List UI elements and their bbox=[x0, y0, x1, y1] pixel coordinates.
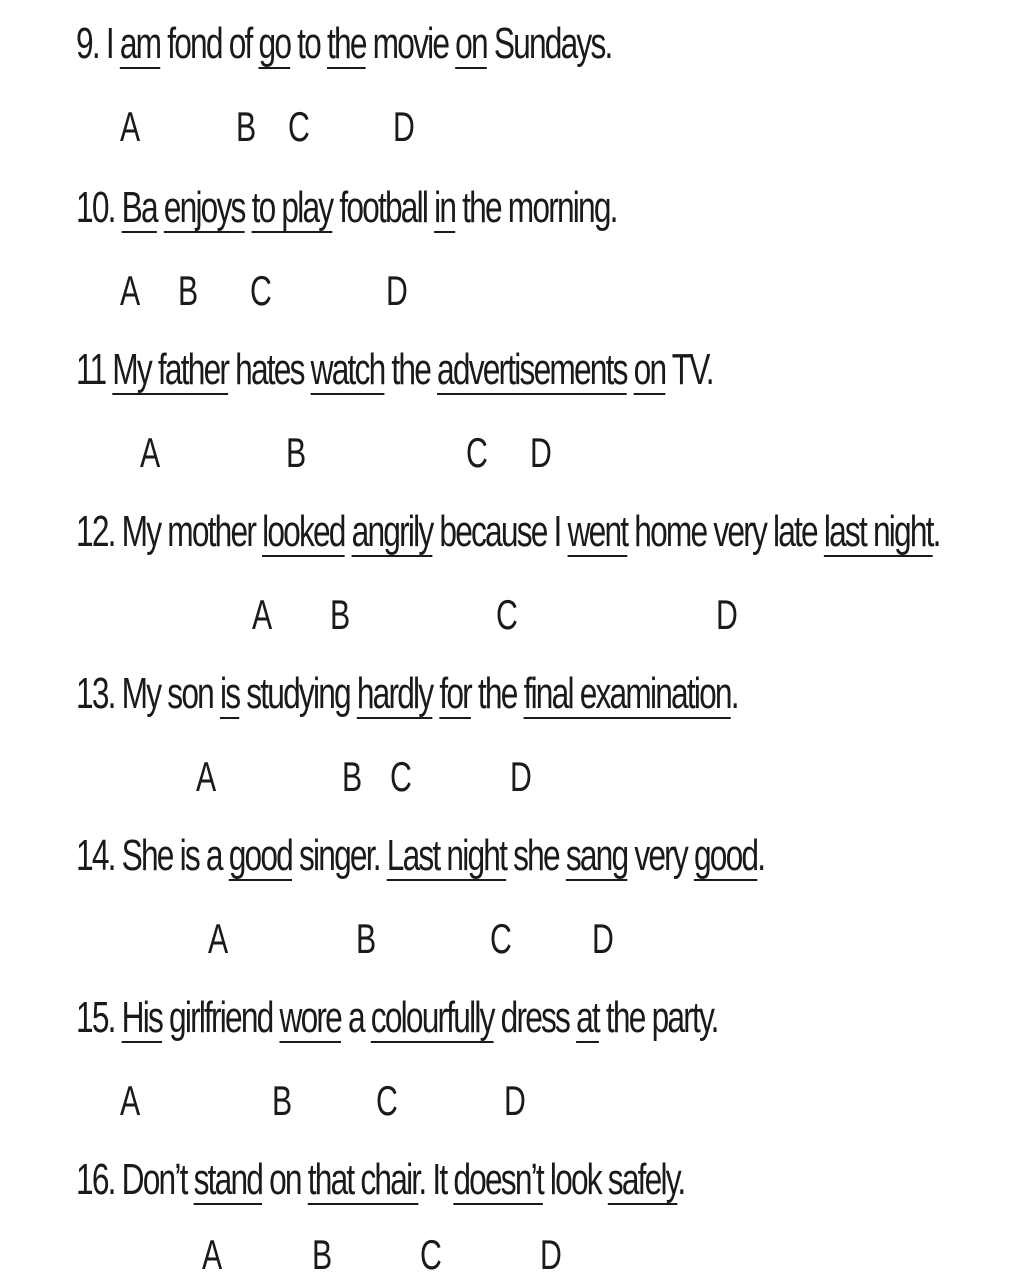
sentence-text: the party. bbox=[598, 993, 718, 1042]
option-letter-b: B bbox=[356, 915, 377, 962]
sentence-text: . It bbox=[418, 1155, 454, 1204]
underlined-option: am bbox=[119, 19, 161, 68]
question-9-sentence bbox=[76, 14, 612, 74]
option-letter-a: A bbox=[202, 1231, 223, 1278]
question-10-sentence bbox=[76, 178, 617, 238]
underlined-option: doesn’t bbox=[453, 1155, 543, 1204]
sentence-text: hates bbox=[228, 345, 311, 394]
sentence-text: TV. bbox=[665, 345, 713, 394]
underlined-option: looked bbox=[262, 507, 345, 556]
underlined-option: sang bbox=[565, 831, 628, 880]
sentence-text bbox=[432, 669, 439, 718]
sentence-text: to bbox=[290, 19, 328, 68]
underlined-option: go bbox=[258, 19, 291, 68]
question-12-sentence bbox=[76, 502, 940, 562]
sentence-text: on bbox=[262, 1155, 308, 1204]
sentence-text: 16. Don’t bbox=[76, 1155, 194, 1204]
underlined-option: that chair bbox=[307, 1155, 419, 1204]
option-letter-b: B bbox=[272, 1077, 293, 1124]
underlined-option: to play bbox=[251, 183, 333, 232]
underlined-option: the bbox=[327, 19, 366, 68]
underlined-option: watch bbox=[310, 345, 385, 394]
option-letter-d: D bbox=[540, 1231, 562, 1278]
sentence-text: 14. She is a bbox=[76, 831, 229, 880]
underlined-option: good bbox=[693, 831, 758, 880]
option-letter-b: B bbox=[236, 103, 257, 150]
option-letter-c: C bbox=[390, 753, 412, 800]
underlined-option: on bbox=[633, 345, 666, 394]
sentence-text: girlfriend bbox=[162, 993, 280, 1042]
underlined-option: Ba bbox=[121, 183, 157, 232]
option-letter-a: A bbox=[120, 267, 141, 314]
option-letter-d: D bbox=[393, 103, 415, 150]
underlined-option: stand bbox=[193, 1155, 263, 1204]
underlined-option: final examination bbox=[523, 669, 731, 718]
sentence-text: look bbox=[542, 1155, 608, 1204]
sentence-text bbox=[245, 183, 252, 232]
question-14-sentence bbox=[76, 826, 764, 886]
option-letter-d: D bbox=[530, 429, 552, 476]
option-letter-a: A bbox=[120, 103, 141, 150]
option-letter-a: A bbox=[208, 915, 229, 962]
underlined-option: wore bbox=[279, 993, 341, 1042]
sentence-text: the morning. bbox=[455, 183, 617, 232]
sentence-text: movie bbox=[365, 19, 456, 68]
underlined-option: went bbox=[567, 507, 628, 556]
underlined-option: for bbox=[439, 669, 471, 718]
sentence-text: studying bbox=[239, 669, 357, 718]
underlined-option: safely bbox=[607, 1155, 678, 1204]
sentence-text: a bbox=[340, 993, 371, 1042]
underlined-option: My father bbox=[112, 345, 229, 394]
sentence-text: 10. bbox=[76, 183, 122, 232]
underlined-option: angrily bbox=[351, 507, 433, 556]
option-letter-c: C bbox=[466, 429, 488, 476]
question-16-sentence bbox=[76, 1150, 684, 1210]
option-letter-c: C bbox=[420, 1231, 442, 1278]
underlined-option: enjoys bbox=[163, 183, 245, 232]
sentence-text bbox=[627, 345, 634, 394]
sentence-text: 15. bbox=[76, 993, 122, 1042]
option-letter-c: C bbox=[496, 591, 518, 638]
sentence-text: . bbox=[757, 831, 765, 880]
question-13-sentence bbox=[76, 664, 738, 724]
sentence-text: fond of bbox=[160, 19, 259, 68]
option-letter-d: D bbox=[592, 915, 614, 962]
option-letter-d: D bbox=[510, 753, 532, 800]
question-15-sentence bbox=[76, 988, 718, 1048]
sentence-text: very bbox=[627, 831, 694, 880]
underlined-option: in bbox=[434, 183, 456, 232]
sentence-text: singer. bbox=[292, 831, 387, 880]
sentence-text: home very late bbox=[627, 507, 824, 556]
sentence-text: the bbox=[384, 345, 438, 394]
underlined-option: last night bbox=[823, 507, 933, 556]
underlined-option: Last night bbox=[386, 831, 507, 880]
option-letter-c: C bbox=[250, 267, 272, 314]
option-letter-b: B bbox=[178, 267, 199, 314]
underlined-option: His bbox=[121, 993, 163, 1042]
option-letter-c: C bbox=[490, 915, 512, 962]
sentence-text: because I bbox=[432, 507, 568, 556]
sentence-text bbox=[157, 183, 164, 232]
option-letter-d: D bbox=[716, 591, 738, 638]
question-11-sentence bbox=[76, 340, 713, 400]
underlined-option: good bbox=[228, 831, 292, 880]
sentence-text: 12. My mother bbox=[76, 507, 263, 556]
sentence-text: . bbox=[730, 669, 738, 718]
sentence-text: dress bbox=[493, 993, 577, 1042]
option-letter-b: B bbox=[342, 753, 363, 800]
sentence-text: . bbox=[677, 1155, 685, 1204]
sentence-text: . bbox=[932, 507, 940, 556]
underlined-option: at bbox=[576, 993, 599, 1042]
option-letter-a: A bbox=[196, 753, 217, 800]
sentence-text: 9. I bbox=[76, 19, 120, 68]
underlined-option: colourfully bbox=[370, 993, 494, 1042]
underlined-option: on bbox=[455, 19, 487, 68]
option-letter-a: A bbox=[120, 1077, 141, 1124]
sentence-text: Sundays. bbox=[486, 19, 612, 68]
underlined-option: hardly bbox=[356, 669, 433, 718]
option-letter-b: B bbox=[312, 1231, 333, 1278]
sentence-text: 13. My son bbox=[76, 669, 220, 718]
option-letter-b: B bbox=[330, 591, 351, 638]
option-letter-b: B bbox=[286, 429, 307, 476]
option-letter-c: C bbox=[288, 103, 310, 150]
underlined-option: advertisements bbox=[437, 345, 627, 394]
option-letter-a: A bbox=[140, 429, 161, 476]
sentence-text: she bbox=[506, 831, 566, 880]
sentence-text: football bbox=[332, 183, 435, 232]
option-letter-a: A bbox=[252, 591, 273, 638]
underlined-option: is bbox=[219, 669, 240, 718]
option-letter-d: D bbox=[386, 267, 408, 314]
option-letter-d: D bbox=[504, 1077, 526, 1124]
sentence-text bbox=[345, 507, 352, 556]
option-letter-c: C bbox=[376, 1077, 398, 1124]
sentence-text: 11 bbox=[76, 345, 113, 394]
sentence-text: the bbox=[470, 669, 524, 718]
